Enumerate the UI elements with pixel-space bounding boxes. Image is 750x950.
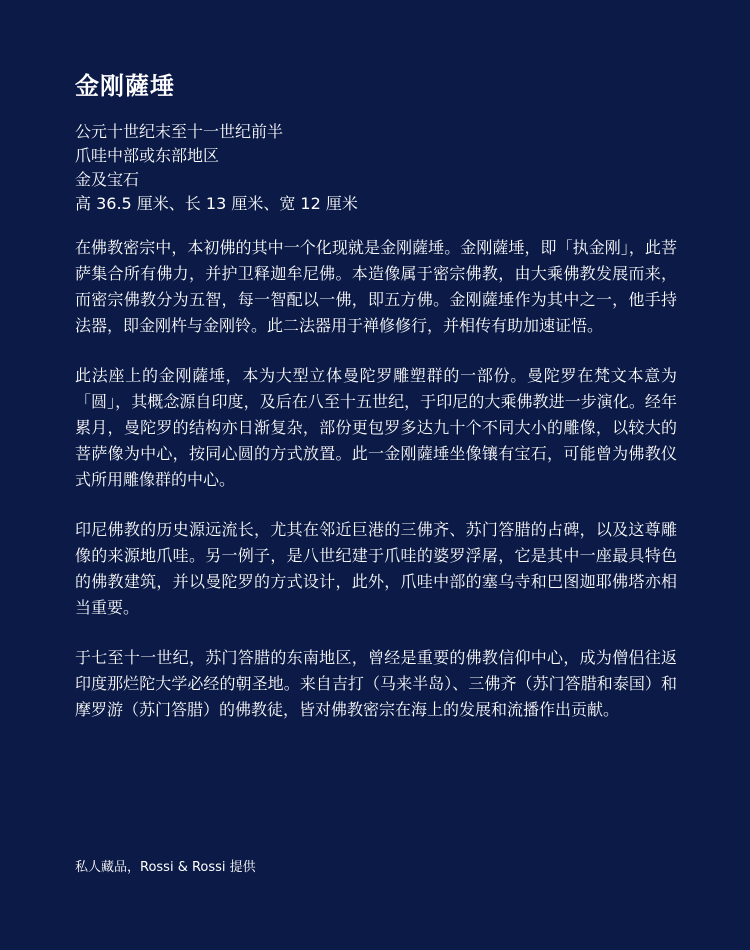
description-paragraph: 于七至十一世纪，苏门答腊的东南地区，曾经是重要的佛教信仰中心，成为僧侣往返印度那烂陀大学必经的朝圣地。来自吉打（马来半岛）、三佛齐（苏门答腊和泰国）和摩罗游（苏门答腊）的佛教徒，皆对佛教密宗在海上的发展和流播作出贡献。 (75, 648, 677, 719)
artwork-title: 金刚薩埵 (75, 72, 175, 100)
artwork-date: 公元十世纪末至十一世纪前半 (75, 122, 284, 141)
artwork-origin: 爪哇中部或东部地区 (75, 146, 220, 165)
description-paragraph: 印尼佛教的历史源远流长，尤其在邻近巨港的三佛齐、苏门答腊的占碑，以及这尊雕像的来源地爪哇。另一例子，是八世纪建于爪哇的婆罗浮屠，它是其中一座最具特色的佛教建筑，并以曼陀罗的方式设计，此外，爪哇中部的塞乌寺和巴图迦耶佛塔亦相当重要。 (75, 520, 677, 617)
artwork-dimensions: 高 36.5 厘米、长 13 厘米、宽 12 厘米 (75, 194, 358, 213)
description-paragraph: 此法座上的金刚薩埵，本为大型立体曼陀罗雕塑群的一部份。曼陀罗在梵文本意为「圆」，其概念源自印度，及后在八至十五世纪，于印尼的大乘佛教进一步演化。经年累月，曼陀罗的结构亦日渐复杂，部份更包罗多达九十个不同大小的雕像，以较大的菩萨像为中心，按同心圆的方式放置。此一金刚薩埵坐像镶有宝石，可能曾为佛教仪式所用雕像群的中心。 (75, 366, 677, 489)
description-paragraph: 在佛教密宗中，本初佛的其中一个化现就是金刚薩埵。金刚薩埵，即「执金刚」，此菩萨集合所有佛力，并护卫释迦牟尼佛。本造像属于密宗佛教，由大乘佛教发展而来，而密宗佛教分为五智，每一智配以一佛，即五方佛。金刚薩埵作为其中之一，他手持法器，即金刚杵与金刚铃。此二法器用于禅修修行，并相传有助加速证悟。 (75, 238, 677, 335)
museum-label-panel (75, 0, 681, 950)
description-body (75, 235, 677, 747)
credit-line: 私人藏品，Rossi & Rossi 提供 (75, 860, 256, 875)
artwork-material: 金及宝石 (75, 170, 140, 189)
artwork-details (75, 120, 358, 216)
